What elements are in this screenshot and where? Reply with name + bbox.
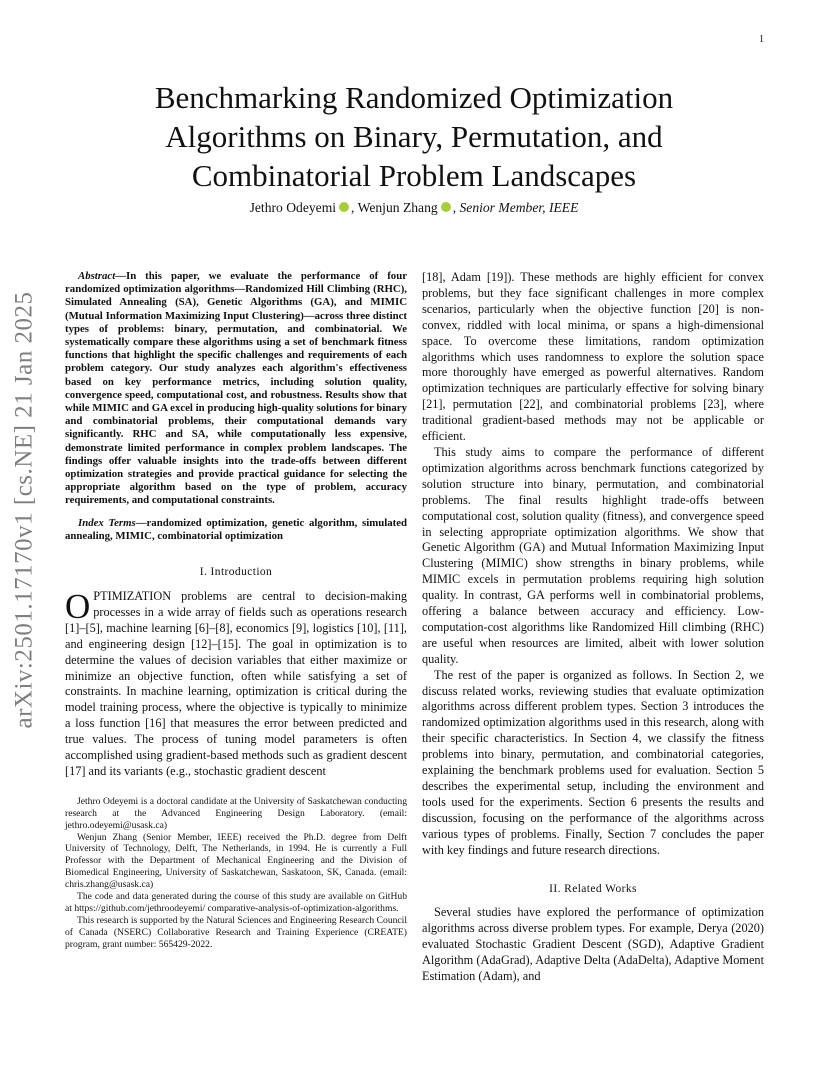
page-number: 1 — [759, 34, 764, 45]
footnote-author-2: Wenjun Zhang (Senior Member, IEEE) received the Ph.D. degree from Delft University of Technology, Delft, The Netherlands, in 1994. He is currently a Full Professor with the Department of Mechanical Engineering and the Division of Biomedical Engineering, University of Saskatchewan, Saskatoon, SK, Canada. (email: chris.zhang@usask.ca) — [65, 831, 407, 891]
author-1: Jethro Odeyemi — [249, 200, 337, 215]
title-line-1: Benchmarking Randomized Optimization — [154, 80, 674, 115]
intro-paragraph-1-text: PTIMIZATION problems are central to decision-making processes in a wide array of fields such as operations research [1]–[5], machine learning [6]–[8], economics [9], logistics [10], [11], and engineering design [12]–[15]. The goal in optimization is to determine the values of decision variables that either maximize or minimize an objective function, often while satisfying a set of constraints. In machine learning, optimization is critical during the model training process, where the objective is typically to minimize a loss function [16] that measures the error between predicted and true values. The process of tuning model parameters is often accomplished using gradient-based methods such as gradient descent [17] and its variants (e.g., stochastic gradient descent — [65, 588, 407, 778]
footnote-author-1: Jethro Odeyemi is a doctoral candidate at the University of Saskatchewan conducting research at the Advanced Engineering Design Laboratory. (email: jethro.odeyemi@usask.ca) — [65, 795, 407, 831]
drop-cap: O — [65, 586, 91, 626]
arxiv-stamp — [2, 290, 46, 730]
title-line-2: Algorithms on Binary, Permutation, and — [165, 119, 663, 154]
abstract-label: Abstract — [78, 270, 116, 282]
intro-paragraph-1 — [65, 586, 407, 780]
index-terms — [65, 517, 407, 543]
author-membership: Senior Member, IEEE — [459, 200, 579, 215]
intro-paragraph-1-continued: [18], Adam [19]). These methods are highly efficient for convex problems, but they face significant challenges in more complex scenarios, particularly when the objective function [20] is non-convex, riddled with local minima, or spans a high-dimensional space. To overcome these limitations, random optimization algorithms which uses randomness to explore the solution space more thoroughly have emerged as powerful alternatives. Random optimization techniques are particularly effective for solving binary [21], permutation [22], and combinatorial problems [23], where traditional gradient-based methods may not be applicable or efficient. — [422, 270, 764, 444]
author-2: Wenjun Zhang — [357, 200, 438, 215]
orcid-icon[interactable] — [339, 202, 349, 212]
author-separator: , — [351, 200, 358, 215]
intro-paragraph-2: This study aims to compare the performance of different optimization algorithms across benchmark functions categorized by solution structure into binary, permutation, and combinatorial problems. The final results highlight trade-offs between computational cost, solution quality (fitness), and convergence speed in selecting appropriate optimization algorithms. We show that Genetic Algorithm (GA) and Mutual Information Maximizing Input Clustering (MIMIC) show strengths in binary problems, while MIMIC excels in permutation problems requiring high solution quality. In contrast, GA performs well in combinatorial problems, offering a balance between accuracy and efficiency. Low-computation-cost algorithms like Randomized Hill climbing (RHC) are useful when resources are limited, albeit with lower solution quality. — [422, 444, 764, 666]
intro-paragraph-3: The rest of the paper is organized as follows. In Section 2, we discuss related works, reviewing studies that evaluate optimization algorithms across different problem types. Section 3 introduces the randomized optimization algorithms used in this research, along with their specific characteristics. In Section 4, we classify the fitness problems into binary, permutation, and combinatorial categories, explaining the benchmark problems used for evaluation. Section 5 describes the experimental setup, including the environment and tools used for the experiments. Section 6 presents the results and discussion, focusing on the performance of the algorithms across various types of problems. Finally, Section 7 concludes the paper with key findings and future research directions. — [422, 667, 764, 857]
section-heading-introduction: I. Introduction — [199, 566, 273, 579]
member-separator: , — [452, 200, 460, 215]
orcid-icon[interactable] — [441, 202, 451, 212]
footnote-funding: This research is supported by the Natural Sciences and Engineering Research Council of Canada (NSERC) Collaborative Research and Training Experience (CREATE) program, grant number: 565429-2022. — [65, 914, 407, 950]
index-terms-label: Index Terms — [78, 516, 136, 529]
arxiv-stamp-text: arXiv:2501.17170v1 [cs.NE] 21 Jan 2025 — [10, 291, 37, 729]
author-line — [100, 200, 728, 216]
right-column — [422, 270, 764, 985]
footnote-code-availability: The code and data generated during the course of this study are available on GitHub at https://github.com/jethroodeyemi/ comparative-analysis-of-optimization-algorithms. — [65, 891, 407, 914]
index-terms-text: —randomized optimization, genetic algorithm, simulated annealing, MIMIC, combinatorial optimization — [65, 516, 407, 542]
abstract-text: —In this paper, we evaluate the performance of four randomized optimization algorithms—Randomized Hill Climbing (RHC), Simulated Annealing (SA), Genetic Algorithms (GA), and MIMIC (Mutual Information Maximizing Input Clustering)—across three distinct types of problems: binary, permutation, and combinatorial. We systematically compare these algorithms using a set of benchmark fitness functions that highlight the specific challenges and requirements of each problem category. Our study analyzes each algorithm's effectiveness based on key performance metrics, including solution quality, convergence speed, computational cost, and robustness. Results show that while MIMIC and GA excel in producing high-quality solutions for binary and combinatorial problems, their computational demands vary significantly. RHC and SA, while computationally less expensive, demonstrate limited performance in complex problem landscapes. The findings offer valuable insights into the trade-offs between different optimization strategies and provide practical guidance for selecting the appropriate algorithm based on the type of problem, accuracy requirements, and computational constraints. — [65, 270, 407, 507]
title-line-3: Combinatorial Problem Landscapes — [191, 158, 637, 193]
paper-title — [100, 78, 728, 195]
left-column — [65, 270, 407, 951]
section-heading-related-works: II. Related Works — [549, 882, 637, 895]
footnotes — [65, 796, 407, 951]
related-works-paragraph: Several studies have explored the performance of optimization algorithms across diverse problem types. For example, Derya (2020) evaluated Stochastic Gradient Descent (SGD), Adaptive Gradient Algorithm (AdaGrad), Adaptive Delta (AdaDelta), Adaptive Moment Estimation (Adam), and — [422, 905, 764, 984]
abstract — [65, 270, 407, 508]
